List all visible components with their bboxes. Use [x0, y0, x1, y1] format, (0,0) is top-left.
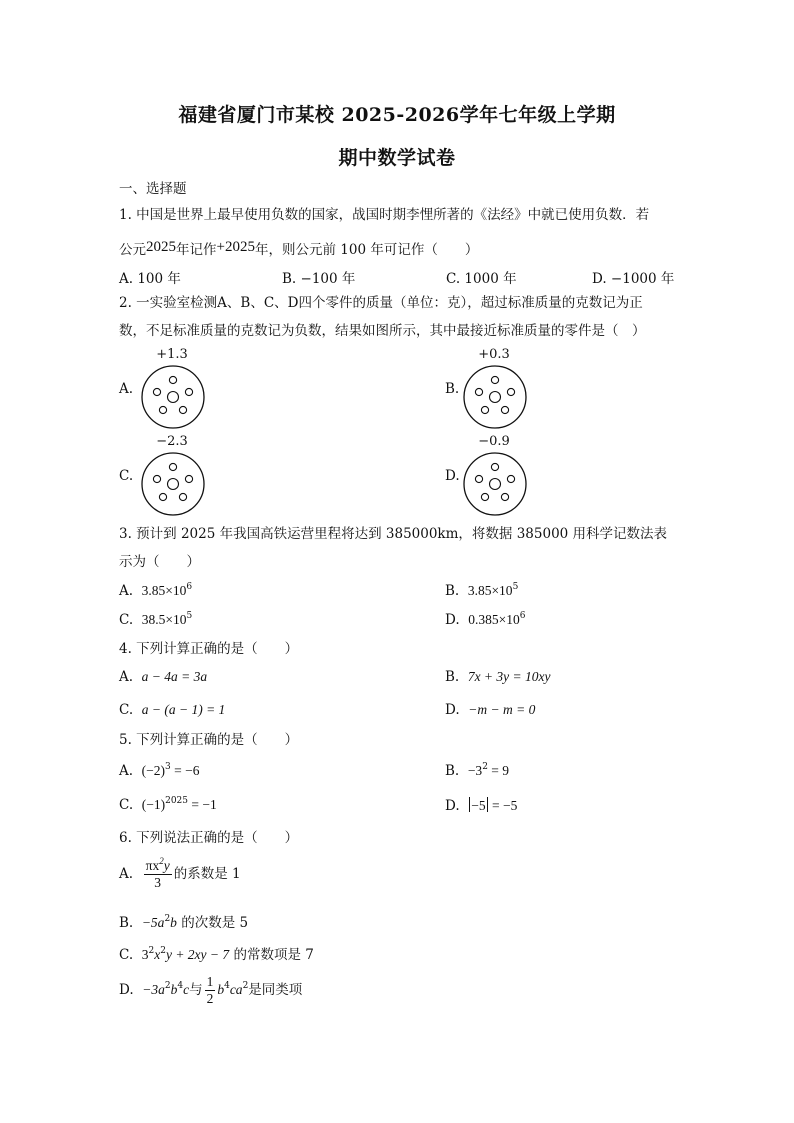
option-text: 的常数项是 7 [229, 947, 314, 963]
fraction-denominator: 3 [154, 875, 162, 890]
option-exponent: 6 [186, 582, 193, 592]
q1-option-a[interactable]: A. 100 年 [119, 271, 181, 287]
option-exponent: 6 [519, 611, 526, 621]
q3-option-b[interactable] [445, 583, 518, 599]
option-exponent: 2 [164, 914, 171, 924]
option-expression: a − 4a = 3a [141, 669, 208, 684]
fraction [144, 858, 172, 891]
q2-stem-line1: 2. 一实验室检测A、B、C、D四个零件的质量（单位：克），超过标准质量的克数记为正 [119, 295, 643, 311]
q6-option-a[interactable] [119, 858, 241, 891]
option-exponent: 4 [224, 981, 230, 991]
q1-text: 公元 [119, 242, 146, 258]
option-expression: −m − m = 0 [468, 702, 536, 717]
option-letter: D. [445, 798, 460, 814]
option-term: −5a [141, 915, 165, 930]
option-letter: B. [445, 669, 460, 685]
q4-option-a[interactable] [119, 669, 207, 685]
option-value: 3.85×10 [141, 583, 187, 598]
q6-option-d[interactable] [119, 974, 302, 1007]
option-result: = −6 [170, 763, 200, 778]
q3-option-c[interactable] [119, 612, 192, 628]
option-result: = −1 [188, 797, 217, 812]
fraction-numerator [144, 858, 172, 875]
option-exponent: 2 [160, 946, 166, 956]
q5-option-d[interactable] [445, 797, 517, 814]
q3-stem-line2: 示为（ ） [119, 554, 200, 570]
option-letter: C. [119, 612, 134, 628]
fraction-numerator: 1 [206, 974, 214, 989]
option-letter: A. [119, 866, 134, 882]
option-term: 3 [141, 947, 149, 962]
option-letter: B. [445, 763, 460, 779]
q2-part-d-value: −0.9 [478, 434, 510, 449]
q1-stem-line1: 1. 中国是世界上最早使用负数的国家，战国时期李悝所著的《法经》中就已使用负数．若 [119, 207, 650, 223]
option-text: 的次数是 5 [176, 915, 249, 931]
option-expression: 7x + 3y = 10xy [467, 669, 551, 684]
q2-part-a-value: +1.3 [156, 347, 188, 362]
option-value: 3.85×10 [467, 583, 513, 598]
machine-part-icon [140, 364, 206, 430]
option-term: −3a [142, 982, 165, 997]
option-term: b [170, 915, 177, 930]
q3-stem-line1: 3. 预计到 2025 年我国高铁运营里程将达到 385000km，将数据 385000 用科学记数法表 [119, 526, 668, 542]
q3-option-a[interactable] [119, 583, 192, 599]
abs-bar-right [487, 797, 488, 812]
option-letter: D. [445, 612, 460, 628]
fraction [205, 974, 216, 1007]
option-term: c [183, 982, 190, 997]
option-term: b [170, 982, 178, 997]
option-letter: C. [119, 947, 134, 963]
numerator-part: πx [145, 858, 160, 873]
option-result: = −5 [488, 798, 518, 813]
machine-part-icon [462, 364, 528, 430]
option-result: = 9 [487, 763, 510, 778]
q2-option-a-letter[interactable]: A. [119, 381, 134, 397]
q2-part-c-value: −2.3 [156, 434, 188, 449]
option-value: 38.5×10 [141, 612, 187, 627]
option-letter: A. [119, 763, 134, 779]
q4-option-b[interactable] [445, 669, 551, 685]
option-letter: C. [119, 702, 134, 718]
q1-option-c[interactable]: C. 1000 年 [446, 271, 517, 287]
q2-part-b-value: +0.3 [478, 347, 510, 362]
option-term: ca [229, 982, 243, 997]
q1-option-b[interactable]: B. −100 年 [282, 271, 356, 287]
option-base: (−1) [141, 797, 166, 812]
q2-option-b-letter[interactable]: B. [445, 381, 460, 397]
option-abs-inner: −5 [471, 798, 486, 813]
q1-text: 年，则公元前 100 年可记作（ ） [254, 242, 479, 258]
option-exponent: 2 [482, 762, 488, 772]
q1-text: 年记作 [176, 242, 217, 258]
option-letter: A. [119, 669, 134, 685]
option-letter: D. [445, 702, 460, 718]
q5-stem: 5. 下列计算正确的是（ ） [119, 732, 299, 748]
option-exponent: 3 [165, 762, 171, 772]
q1-year-signed: +2025 [216, 239, 255, 255]
option-value: 0.385×10 [468, 612, 520, 627]
q1-stem-line2 [119, 238, 478, 259]
machine-part-icon [140, 451, 206, 517]
option-letter: A. [119, 583, 134, 599]
numerator-part: y [163, 858, 170, 873]
option-letter: B. [445, 583, 460, 599]
q5-option-b[interactable] [445, 763, 509, 779]
option-term: b [217, 982, 225, 997]
page-subtitle: 期中数学试卷 [338, 147, 456, 169]
option-exponent: 5 [186, 611, 193, 621]
option-exponent: 4 [177, 981, 184, 991]
q5-option-c[interactable] [119, 797, 217, 813]
q3-option-d[interactable] [445, 612, 525, 628]
q4-option-d[interactable] [445, 702, 535, 718]
option-term: y + 2xy − 7 [165, 947, 230, 962]
option-letter: C. [119, 797, 134, 813]
option-text: 的系数是 1 [173, 866, 241, 882]
q1-option-d[interactable]: D. −1000 年 [592, 271, 675, 287]
option-term: x [154, 947, 161, 962]
option-exponent: 2025 [165, 796, 188, 806]
machine-part-icon [462, 451, 528, 517]
q2-stem-line2: 数，不足标准质量的克数记为负数，结果如图所示，其中最接近标准质量的零件是（ ） [119, 323, 646, 339]
option-exponent: 2 [148, 946, 155, 956]
option-exponent: 2 [164, 981, 171, 991]
q1-year: 2025 [146, 239, 176, 255]
page-title: 福建省厦门市某校 2025-2026学年七年级上学期 [178, 104, 616, 126]
q4-option-c[interactable] [119, 702, 225, 718]
q6-option-c[interactable] [119, 943, 314, 963]
fraction-denominator: 2 [206, 991, 214, 1006]
q4-stem: 4. 下列计算正确的是（ ） [119, 641, 299, 657]
numerator-exponent: 2 [159, 856, 164, 866]
q2-option-d-letter[interactable]: D. [445, 468, 460, 484]
option-exponent: 5 [512, 582, 519, 592]
option-exponent: 2 [242, 981, 249, 991]
q6-stem: 6. 下列说法正确的是（ ） [119, 830, 299, 846]
q6-option-b[interactable] [119, 911, 248, 931]
option-text: 是同类项 [248, 982, 303, 998]
option-base: (−2) [141, 763, 165, 778]
option-base: −3 [467, 763, 483, 778]
option-letter: B. [119, 915, 134, 931]
section-heading: 一、选择题 [119, 181, 187, 197]
q5-option-a[interactable] [119, 763, 199, 779]
option-letter: D. [119, 982, 134, 998]
q2-option-c-letter[interactable]: C. [119, 468, 134, 484]
option-text: 与 [189, 982, 203, 998]
option-expression: a − (a − 1) = 1 [141, 702, 226, 717]
